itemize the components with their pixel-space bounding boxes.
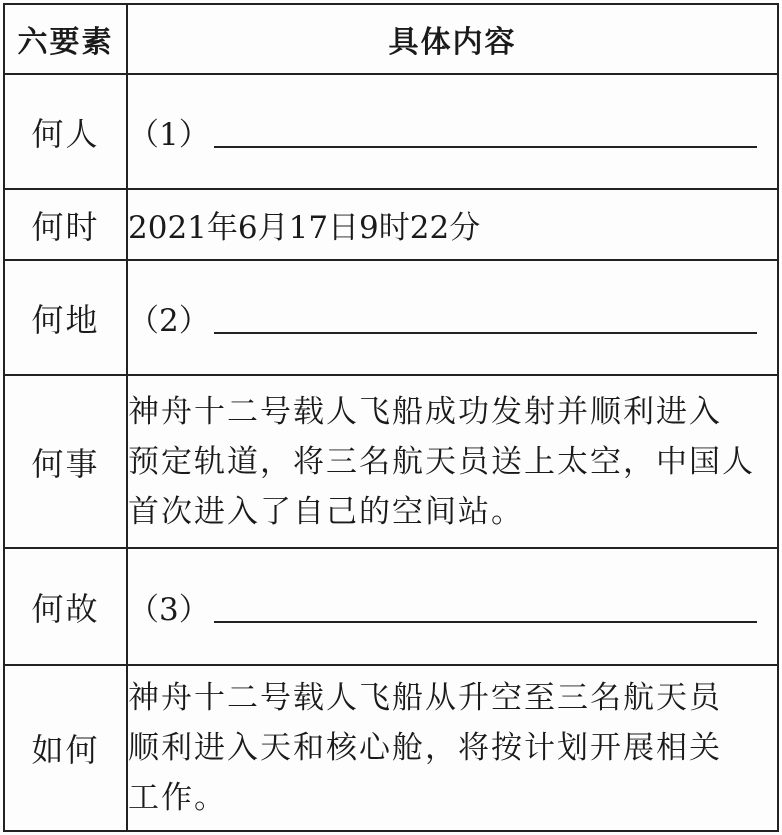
row-content-why (127, 548, 778, 665)
header-elements: 六要素 (4, 4, 127, 74)
outcome-line-2: 顺利进入天和核心舱，将按计划开展相关 (128, 730, 722, 766)
answer-line-3[interactable] (214, 619, 757, 623)
table-row-when (4, 189, 778, 260)
table-row-why (4, 548, 778, 665)
row-label-what: 何事 (4, 375, 127, 548)
table-row-how (4, 665, 778, 831)
event-paragraph (128, 387, 777, 537)
answer-blank-3[interactable] (128, 584, 777, 629)
answer-blank-1[interactable] (128, 109, 777, 154)
row-label-why: 何故 (4, 548, 127, 665)
answer-blank-2[interactable] (128, 295, 777, 340)
event-line-1: 神舟十二号载人飞船成功发射并顺利进入 (128, 393, 722, 430)
row-label-who: 何人 (4, 74, 127, 189)
table-header-row (4, 4, 778, 74)
row-label-how: 如何 (4, 665, 127, 831)
table-row-where (4, 260, 778, 375)
row-content-how (127, 665, 778, 831)
blank-number-1: （1） (128, 117, 210, 153)
outcome-paragraph (128, 673, 777, 823)
table-row-who (4, 74, 778, 189)
outcome-line-1: 神舟十二号载人飞船从升空至三名航天员 (128, 680, 722, 716)
outcome-line-3: 工作。 (128, 780, 227, 816)
answer-line-1[interactable] (214, 144, 757, 148)
answer-line-2[interactable] (214, 330, 757, 334)
table-row-what (4, 375, 778, 548)
event-line-2: 预定轨道，将三名航天员送上太空，中国人 (128, 443, 755, 480)
row-label-where: 何地 (4, 260, 127, 375)
header-content: 具体内容 (127, 4, 778, 74)
row-label-when: 何时 (4, 189, 127, 260)
blank-number-2: （2） (128, 303, 210, 339)
row-content-who (127, 74, 778, 189)
row-content-when: 2021年6月17日9时22分 (127, 189, 778, 260)
event-line-3: 首次进入了自己的空间站。 (128, 493, 524, 530)
blank-number-3: （3） (128, 592, 210, 628)
row-content-where (127, 260, 778, 375)
row-content-what (127, 375, 778, 548)
six-elements-table (3, 3, 779, 832)
